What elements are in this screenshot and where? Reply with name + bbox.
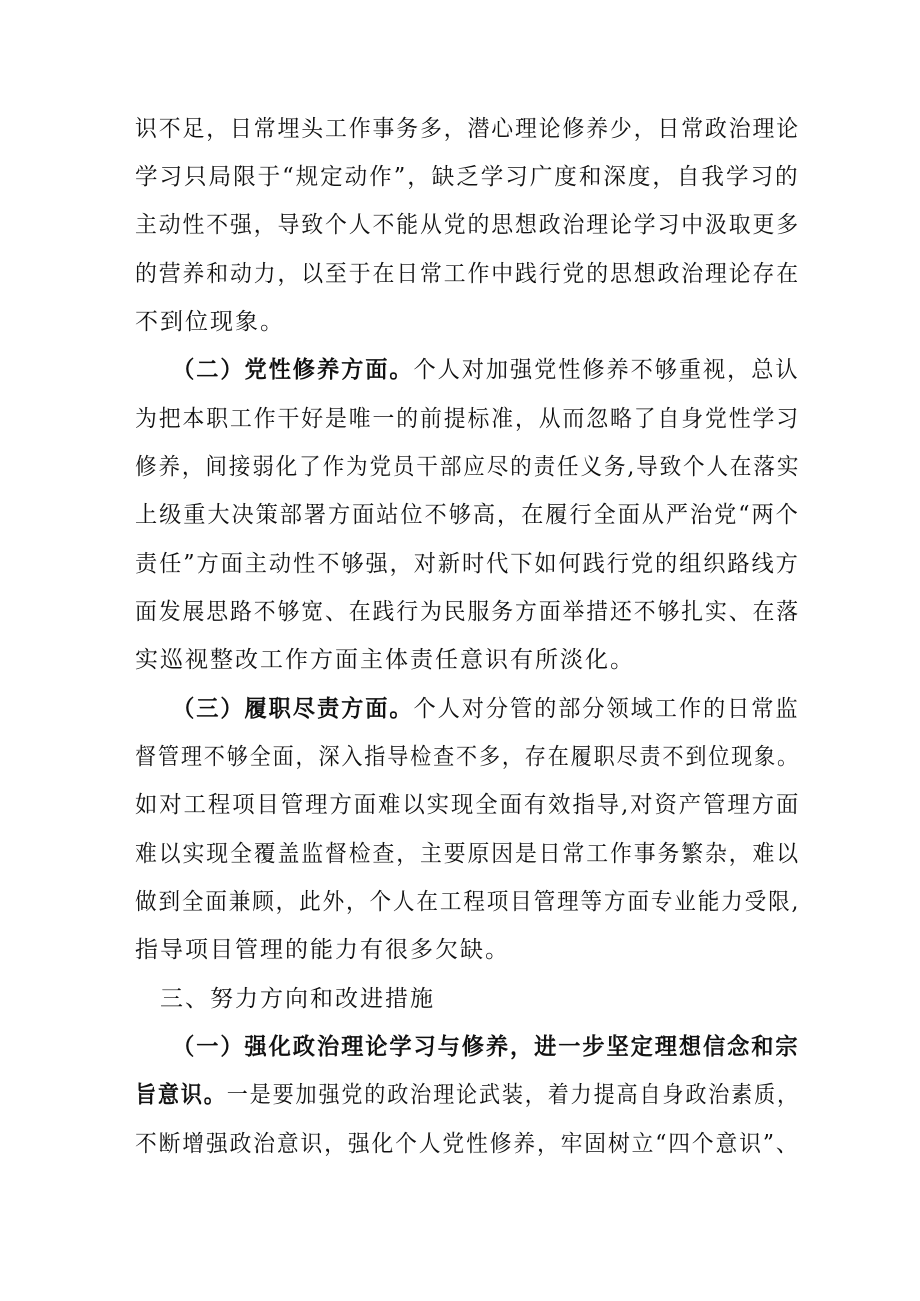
- line-text: 三、努力方向和改进措施: [160, 986, 435, 1012]
- line-text: 做到全面兼顾，此外，个人在工程项目管理等方面专业能力受限,: [135, 889, 801, 915]
- line-heading: （三）履职尽责方面。: [183, 695, 414, 722]
- line-text: 难以实现全覆盖监督检查，主要原因是日常工作事务繁杂，难以: [135, 841, 800, 867]
- line-heading: （一）强化政治理论学习与修养，进一步坚定理想信念和宗: [183, 1033, 800, 1060]
- line-heading: 旨意识。: [135, 1081, 227, 1108]
- text-line: [135, 404, 800, 434]
- line-heading: （二）党性修养方面。: [183, 356, 414, 383]
- text-line: [135, 597, 800, 627]
- text-line: [135, 742, 800, 772]
- text-line: [135, 1032, 800, 1062]
- text-line: [135, 935, 510, 965]
- line-indent: [135, 1034, 183, 1060]
- text-line: [135, 887, 800, 917]
- line-text: 上级重大决策部署方面站位不够高，在履行全面从严治党“两个: [135, 502, 800, 528]
- text-line: [135, 307, 285, 337]
- line-indent: [135, 357, 183, 383]
- text-line: [135, 694, 800, 724]
- text-line: [135, 162, 800, 192]
- text-line: [135, 210, 800, 240]
- line-text: 修养，间接弱化了作为党员干部应尽的责任义务,导致个人在落实: [135, 454, 801, 480]
- line-indent: [135, 696, 183, 722]
- text-line: [135, 645, 635, 675]
- line-text: 为把本职工作干好是唯一的前提标准，从而忽略了自身党性学习: [135, 406, 800, 432]
- text-line: [135, 500, 800, 530]
- text-line: [135, 839, 800, 869]
- line-text: 面发展思路不够宽、在践行为民服务方面举措还不够扎实、在落: [135, 599, 800, 625]
- line-text: 主动性不强，导致个人不能从党的思想政治理论学习中汲取更多: [135, 212, 800, 238]
- text-line: [135, 1129, 800, 1159]
- text-line: [135, 1080, 800, 1110]
- line-text: 责任”方面主动性不够强，对新时代下如何践行党的组织路线方: [135, 551, 800, 577]
- line-text: 一是要加强党的政治理论武装，着力提高自身政治素质，: [226, 1082, 800, 1108]
- line-text: 不断增强政治意识，强化个人党性修养，牢固树立“四个意识”、: [135, 1131, 800, 1157]
- line-text: 个人对分管的部分领域工作的日常监: [413, 696, 800, 722]
- text-line: [135, 549, 800, 579]
- text-line: [135, 259, 800, 289]
- line-text: 如对工程项目管理方面难以实现全面有效指导,对资产管理方面: [135, 792, 801, 818]
- line-text: 识不足，日常埋头工作事务多，潜心理论修养少，日常政治理论: [135, 116, 800, 142]
- line-text: 指导项目管理的能力有很多欠缺。: [135, 937, 510, 963]
- line-text: 的营养和动力，以至于在日常工作中践行党的思想政治理论存在: [135, 261, 800, 287]
- text-line: [135, 452, 800, 482]
- text-line: [135, 984, 435, 1014]
- text-line: [135, 790, 800, 820]
- line-text: 督管理不够全面，深入指导检查不多，存在履职尽责不到位现象。: [135, 744, 800, 770]
- text-line: [135, 355, 800, 385]
- line-indent: [135, 986, 160, 1012]
- line-text: 学习只局限于“规定动作”，缺乏学习广度和深度，自我学习的: [135, 164, 800, 190]
- line-text: 不到位现象。: [135, 309, 285, 335]
- line-text: 实巡视整改工作方面主体责任意识有所淡化。: [135, 647, 635, 673]
- line-text: 个人对加强党性修养不够重视，总认: [413, 357, 800, 383]
- text-line: [135, 114, 800, 144]
